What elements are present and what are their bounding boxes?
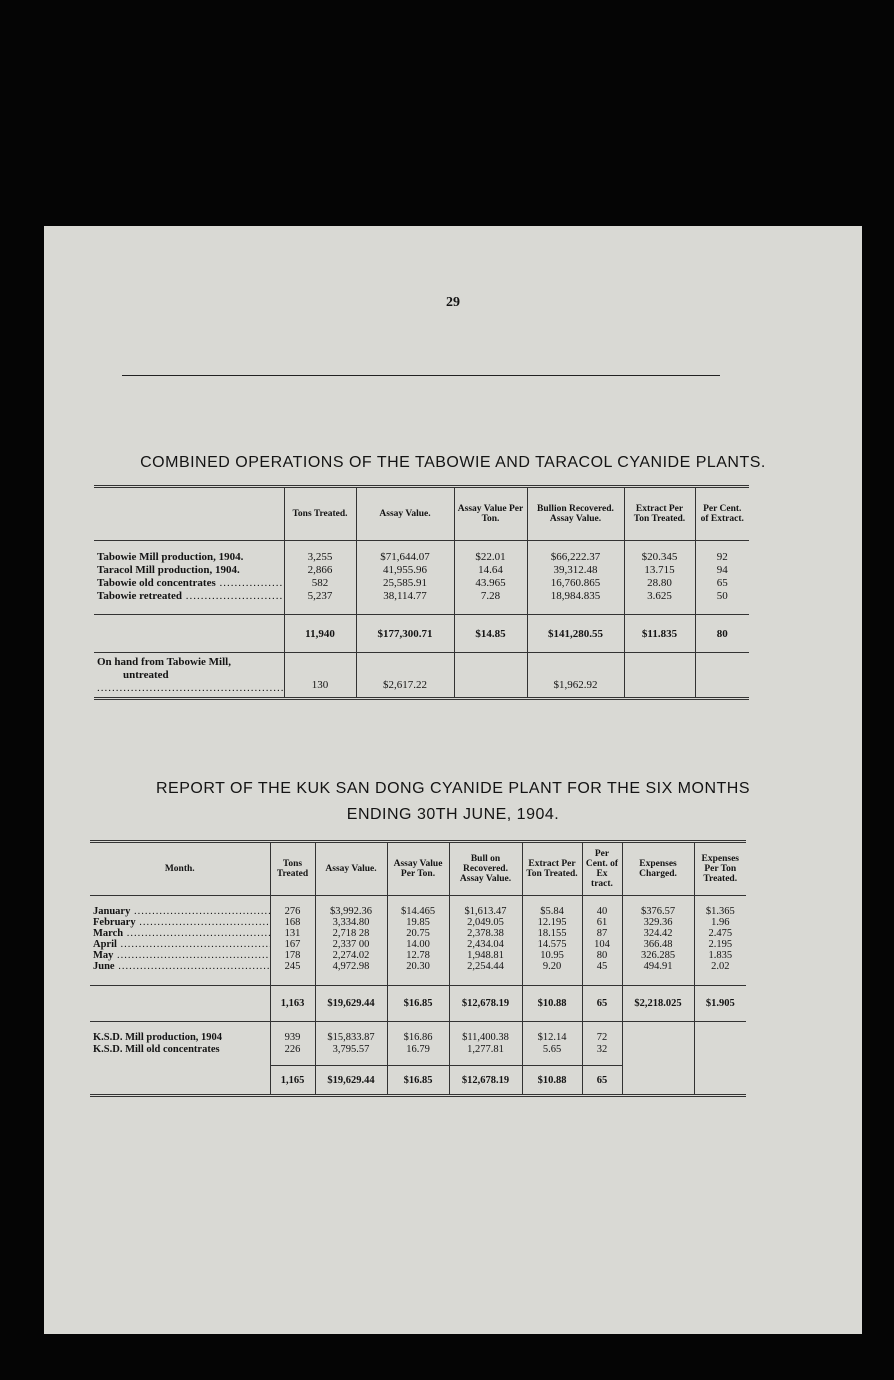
cell: 41,955.96 — [356, 564, 454, 577]
total-cell: 80 — [695, 615, 749, 653]
row-label: April ..... — [90, 939, 270, 950]
total-cell: $16.85 — [387, 986, 449, 1022]
header-assay-per-ton: Assay Value Per Ton. — [454, 487, 527, 541]
header-extract-per-ton: Extract Per Ton Treated. — [522, 842, 582, 896]
cell: 14.00 — [387, 939, 449, 950]
cell: 2,254.44 — [449, 961, 522, 972]
row-label: February ..... — [90, 917, 270, 928]
cell: 2,337 00 — [315, 939, 387, 950]
cell: 494.91 — [622, 961, 694, 972]
tabowie-taracol-table — [94, 485, 749, 700]
table2-title-line1: REPORT OF THE KUK SAN DONG CYANIDE PLANT FOR THE SIX MONTHS — [155, 780, 751, 797]
cell: 245 — [270, 961, 315, 972]
cell: 3,334.80 — [315, 917, 387, 928]
cell: 12.78 — [387, 950, 449, 961]
total-cell: $141,280.55 — [527, 615, 624, 653]
total-cell: 65 — [582, 986, 622, 1022]
cell: 32 — [582, 1044, 622, 1056]
page-number: 29 — [446, 295, 460, 310]
cell: 16.79 — [387, 1044, 449, 1056]
cell — [624, 653, 695, 699]
row-label: Tabowie retreated ..... — [94, 590, 284, 603]
cell: 5.65 — [522, 1044, 582, 1056]
cell: 2.02 — [694, 961, 746, 972]
cell: 20.30 — [387, 961, 449, 972]
total-row — [90, 986, 746, 1022]
cell: $71,644.07 — [356, 551, 454, 564]
onhand-label-line2: untreated ..... — [97, 669, 284, 694]
table-row — [90, 1032, 746, 1044]
cell: 178 — [270, 950, 315, 961]
header-assay-value: Assay Value. — [356, 487, 454, 541]
cell: 2,049.05 — [449, 917, 522, 928]
total-cell: $19,629.44 — [315, 986, 387, 1022]
cell: 43.965 — [454, 577, 527, 590]
row-label: K.S.D. Mill production, 1904 — [93, 1032, 223, 1043]
header-expenses-per-ton: Expenses Per Ton Treated. — [694, 842, 746, 896]
total-cell: $11.835 — [624, 615, 695, 653]
row-label: Tabowie Mill production, 1904. — [97, 551, 244, 563]
cell: 61 — [582, 917, 622, 928]
total-cell: $16.85 — [387, 1066, 449, 1096]
cell: 20.75 — [387, 928, 449, 939]
header-month: Month. — [164, 864, 195, 874]
cell: 2.475 — [694, 928, 746, 939]
row-label: May ..... — [90, 950, 270, 961]
total-cell: $2,218.025 — [622, 986, 694, 1022]
table-row — [94, 577, 749, 590]
total-cell: $1.905 — [694, 986, 746, 1022]
cell: $3,992.36 — [315, 906, 387, 917]
header-bullion: Bullion Recovered. Assay Value. — [527, 487, 624, 541]
cell: 18.155 — [522, 928, 582, 939]
total-row-2 — [90, 1066, 746, 1096]
cell: 45 — [582, 961, 622, 972]
total-cell: 11,940 — [284, 615, 356, 653]
cell: $22.01 — [454, 551, 527, 564]
cell: 7.28 — [454, 590, 527, 603]
document-page — [44, 226, 862, 1334]
cell: 3,795.57 — [315, 1044, 387, 1056]
header-per-cent: Per Cent. of Extract. — [695, 487, 749, 541]
table-row — [90, 917, 746, 928]
table-row — [94, 590, 749, 603]
header-extract-per-ton: Extract Per Ton Treated. — [624, 487, 695, 541]
cell: 582 — [284, 577, 356, 590]
cell: 1.835 — [694, 950, 746, 961]
cell: 168 — [270, 917, 315, 928]
cell: 326.285 — [622, 950, 694, 961]
cell: 324.42 — [622, 928, 694, 939]
row-label: January ..... — [90, 906, 270, 917]
cell: 2,866 — [284, 564, 356, 577]
cell: 2,434.04 — [449, 939, 522, 950]
cell: 94 — [695, 564, 749, 577]
cell: 329.36 — [622, 917, 694, 928]
cell: 4,972.98 — [315, 961, 387, 972]
total-row — [94, 615, 749, 653]
total-cell: 1,163 — [270, 986, 315, 1022]
header-expenses: Expenses Charged. — [622, 842, 694, 896]
cell: $5.84 — [522, 906, 582, 917]
cell: 19.85 — [387, 917, 449, 928]
header-assay-per-ton: Assay Value Per Ton. — [387, 842, 449, 896]
header-blank — [94, 487, 284, 541]
table-row — [90, 928, 746, 939]
cell: 50 — [695, 590, 749, 603]
header-per-cent: Per Cent. of Ex tract. — [582, 842, 622, 896]
cell: $1,962.92 — [527, 653, 624, 699]
total-cell: $177,300.71 — [356, 615, 454, 653]
onhand-row — [94, 653, 749, 699]
total-cell: 65 — [582, 1066, 622, 1096]
cell: 12.195 — [522, 917, 582, 928]
cell: 18,984.835 — [527, 590, 624, 603]
cell: 72 — [582, 1032, 622, 1044]
cell: $66,222.37 — [527, 551, 624, 564]
total-cell: $12,678.19 — [449, 1066, 522, 1096]
table-row — [94, 564, 749, 577]
total-cell: $12,678.19 — [449, 986, 522, 1022]
cell: $1.365 — [694, 906, 746, 917]
cell: 2,378.38 — [449, 928, 522, 939]
cell: 3,255 — [284, 551, 356, 564]
cell: 2,274.02 — [315, 950, 387, 961]
cell: 14.575 — [522, 939, 582, 950]
table-row — [90, 1044, 746, 1056]
row-label: K.S.D. Mill old concentrates — [93, 1044, 220, 1055]
cell: 276 — [270, 906, 315, 917]
total-cell: $10.88 — [522, 986, 582, 1022]
table-row — [94, 551, 749, 564]
total-cell: $10.88 — [522, 1066, 582, 1096]
cell: 226 — [270, 1044, 315, 1056]
cell: 39,312.48 — [527, 564, 624, 577]
table-row — [90, 906, 746, 917]
cell: $20.345 — [624, 551, 695, 564]
cell: $376.57 — [622, 906, 694, 917]
cell: 2,718 28 — [315, 928, 387, 939]
cell: 104 — [582, 939, 622, 950]
cell: $14.465 — [387, 906, 449, 917]
row-label: Taracol Mill production, 1904. — [97, 564, 240, 576]
cell: 13.715 — [624, 564, 695, 577]
row-label: Tabowie old concentrates ..... — [94, 577, 284, 590]
total-cell: $19,629.44 — [315, 1066, 387, 1096]
cell: 38,114.77 — [356, 590, 454, 603]
cell: 5,237 — [284, 590, 356, 603]
cell: 131 — [270, 928, 315, 939]
cell: 2.195 — [694, 939, 746, 950]
cell: $2,617.22 — [356, 653, 454, 699]
row-label: March ..... — [90, 928, 270, 939]
cell: 1,948.81 — [449, 950, 522, 961]
cell: 366.48 — [622, 939, 694, 950]
cell: 28.80 — [624, 577, 695, 590]
header-assay-value: Assay Value. — [315, 842, 387, 896]
onhand-label — [94, 653, 284, 699]
kuk-san-dong-table — [90, 840, 746, 1097]
cell: 87 — [582, 928, 622, 939]
cell: 167 — [270, 939, 315, 950]
cell: 10.95 — [522, 950, 582, 961]
cell: 1.96 — [694, 917, 746, 928]
cell: 1,277.81 — [449, 1044, 522, 1056]
cell: 939 — [270, 1032, 315, 1044]
table-row — [90, 950, 746, 961]
table-row — [90, 939, 746, 950]
cell: 16,760.865 — [527, 577, 624, 590]
cell: $11,400.38 — [449, 1032, 522, 1044]
header-tons: Tons Treated — [270, 842, 315, 896]
total-cell: 1,165 — [270, 1066, 315, 1096]
table-row — [90, 961, 746, 972]
cell: 92 — [695, 551, 749, 564]
cell: 25,585.91 — [356, 577, 454, 590]
cell: 40 — [582, 906, 622, 917]
row-label: June ..... — [90, 961, 270, 972]
table2-title-line2: ENDING 30TH JUNE, 1904. — [346, 806, 560, 823]
cell: $12.14 — [522, 1032, 582, 1044]
cell: $16.86 — [387, 1032, 449, 1044]
cell: $1,613.47 — [449, 906, 522, 917]
total-cell: $14.85 — [454, 615, 527, 653]
cell: 130 — [284, 653, 356, 699]
cell: 9.20 — [522, 961, 582, 972]
cell: 14.64 — [454, 564, 527, 577]
cell: 65 — [695, 577, 749, 590]
table1-title: COMBINED OPERATIONS OF THE TABOWIE AND TARACOL CYANIDE PLANTS. — [140, 454, 766, 471]
onhand-label-line1: On hand from Tabowie Mill, — [97, 655, 231, 668]
cell: 3.625 — [624, 590, 695, 603]
cell: 80 — [582, 950, 622, 961]
header-tons: Tons Treated. — [284, 487, 356, 541]
cell — [454, 653, 527, 699]
cell — [695, 653, 749, 699]
header-bullion: Bull on Recovered. Assay Value. — [449, 842, 522, 896]
top-rule — [122, 375, 720, 376]
cell: $15,833.87 — [315, 1032, 387, 1044]
